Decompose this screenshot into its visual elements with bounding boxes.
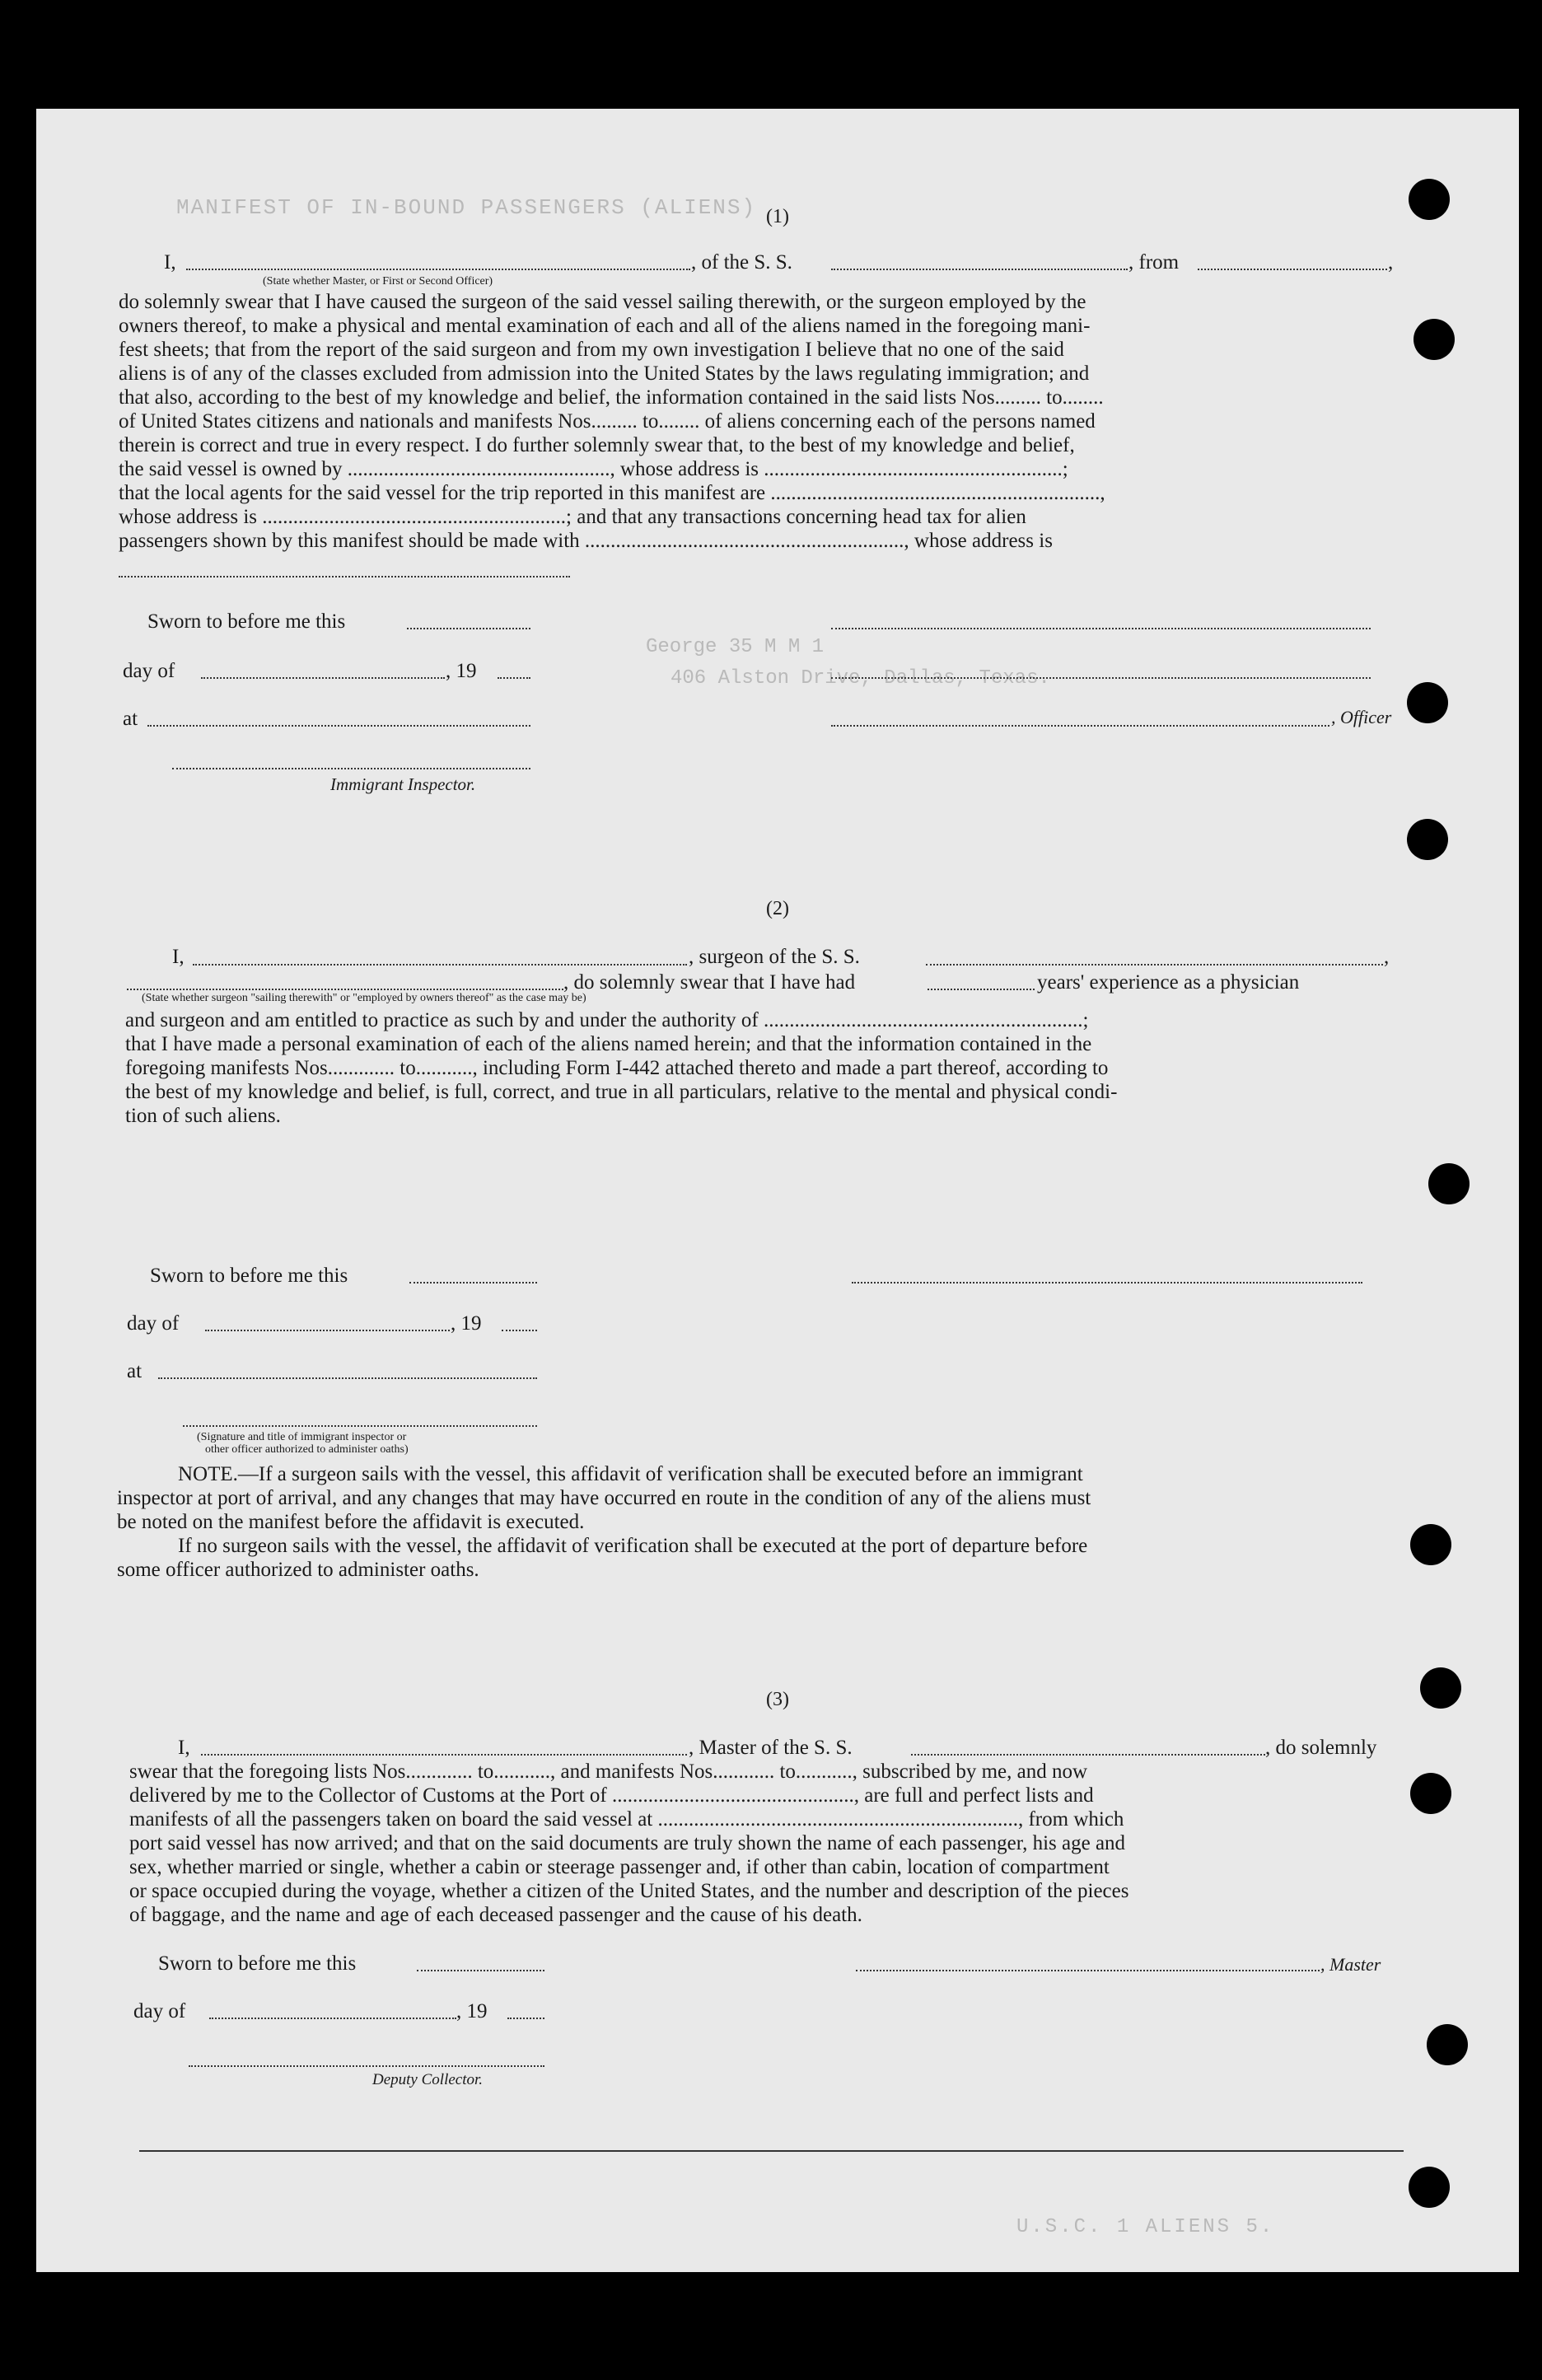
punch-hole [1409,2167,1450,2208]
bleed-through-title: MANIFEST OF IN-BOUND PASSENGERS (ALIENS) [176,195,757,220]
section-3-number: (3) [766,1689,789,1710]
punch-hole [1410,1524,1451,1565]
section-2-number: (2) [766,898,789,919]
section-3-line: port said vessel has now arrived; and that on the said documents are truly shown the name of each passenger, his age and [129,1832,1126,1854]
section-2-sworn: Sworn to before me this [150,1265,348,1287]
section-1-from: , from [1128,251,1180,274]
section-2-sig-note: (Signature and title of immigrant inspector or [197,1431,407,1443]
section-1-body [119,290,1395,553]
section-1-sworn: Sworn to before me this [147,610,346,633]
section-3-body [129,1760,1402,1927]
section-1-from-line [1198,269,1387,270]
section-3-master: , Master [1320,1954,1381,1975]
section-2-years: years' experience as a physician [1037,971,1300,994]
section-3-collector: Deputy Collector. [372,2071,484,2088]
section-2-swear: , do solemnly swear that I have had [563,971,856,994]
section-1-line: fest sheets; that from the report of the said surgeon and from my own investigation I believe that no one of the said [119,339,1064,361]
note-line: inspector at port of arrival, and any changes that may have occurred en route in the condition of any of the aliens must [117,1487,1091,1509]
section-2-sig-note: other officer authorized to administer oaths) [205,1443,409,1456]
section-1-line: that the local agents for the said vessel for the trip reported in this manifest are ................................................................, [119,482,1105,504]
section-2-line: tion of such aliens. [125,1105,281,1127]
section-2-state-note: (State whether surgeon "sailing therewith" or "employed by owners thereof" as the case may be) [142,992,586,1004]
section-2-line: the best of my knowledge and belief, is full, correct, and true in all particulars, relative to the mental and physical condi- [125,1081,1118,1103]
section-1-state-note: (State whether Master, or First or Second Officer) [263,275,493,288]
section-1-number: (1) [766,206,789,227]
punch-hole [1409,179,1450,220]
section-2-at: at [127,1360,143,1382]
punch-hole [1407,682,1448,723]
section-1-line: owners thereof, to make a physical and mental examination of each and all of the aliens named in the foregoing mani- [119,315,1091,337]
section-1-inspector-signature-line [172,768,530,769]
section-3-do-solemnly: , do solemnly [1265,1737,1377,1759]
note-line: If no surgeon sails with the vessel, the affidavit of verification shall be executed at the port of departure before [178,1535,1088,1557]
section-3-master-signature-line [856,1970,1320,1971]
section-2-line: and surgeon and am entitled to practice as such by and under the authority of ..............................................................; [125,1009,1089,1031]
note-line: some officer authorized to administer oaths. [117,1559,479,1581]
section-2-line: foregoing manifests Nos............. to..........., including Form I-442 attached thereto and made a part thereof, according to [125,1057,1109,1079]
note-line: be noted on the manifest before the affidavit is executed. [117,1511,585,1533]
section-3-line: manifests of all the passengers taken on board the said vessel at ......................................................................, from which [129,1808,1124,1831]
section-1-at: at [123,708,138,730]
section-3-line: delivered by me to the Collector of Customs at the Port of ..............................................., are full and perfect lists and [129,1784,1094,1807]
section-1-i: I, [164,251,176,274]
section-2-line: that I have made a personal examination of each of the aliens named herein; and that the information contained in the [125,1033,1092,1055]
section-1-officer-line [831,725,1329,727]
bleed-through-address: 406 Alston Drive, Dallas, Texas. [671,667,1050,690]
section-3-master-of: , Master of the S. S. [689,1737,853,1759]
punch-hole [1414,319,1455,360]
section-1-line: aliens is of any of the classes excluded from admission into the United States by the laws regulating immigration; and [119,362,1090,385]
section-2-inspector-signature-line [183,1425,537,1427]
section-1-day-of: day of [123,660,175,682]
section-1-name-line [186,269,690,270]
section-3-line: of baggage, and the name and age of each deceased passenger and the cause of his death. [129,1904,862,1926]
section-1-nineteen: , 19 [446,660,477,682]
section-1-vessel-line [831,269,1128,270]
section-1-line: therein is correct and true in every respect. I do further solemnly swear that, to the best of my knowledge and belief, [119,434,1075,456]
section-3-i: I, [178,1737,190,1759]
section-1-line: passengers shown by this manifest should be made with .............................................................., whose address is [119,530,1053,552]
section-1-address-line [119,576,570,577]
section-1-line: whose address is ...........................................................; and that any transactions concerning head tax for alien [119,506,1026,528]
section-1-of-ss: , of the S. S. [691,251,792,274]
section-1-line: that also, according to the best of my knowledge and belief, the information contained in the said lists Nos......... to........ [119,386,1104,409]
section-3-collector-signature-line [189,2065,544,2067]
section-1-inspector: Immigrant Inspector. [330,774,476,794]
punch-hole [1410,1773,1451,1814]
punch-hole [1420,1667,1461,1709]
section-3-nineteen: , 19 [456,2000,488,2022]
section-3-day-of: day of [133,2000,186,2022]
section-1-officer: , Officer [1331,707,1392,727]
section-2-day-of: day of [127,1312,180,1335]
punch-hole [1427,2024,1468,2065]
section-3-sworn: Sworn to before me this [158,1952,357,1975]
section-2-surgeon-signature-line [852,1282,1362,1284]
section-2-i: I, [172,946,185,968]
bottom-rule [139,2150,1404,2152]
document-page: MANIFEST OF IN-BOUND PASSENGERS (ALIENS) George 35 M M 1 406 Alston Drive, Dallas, Texas. U.S.C. 1 ALIENS 5. (1) I, , of the S. S. , from , (State whether Master, or First or Second Officer) do solemnly swear that I have caused the surgeon of the said vessel sailing therewith, or the surgeon employed by the owners thereof, to make a physical and mental examination of each and all of the aliens named in the foregoing mani- fest sheets; that from the report of the said surgeon and from my own investigation I believe that no one of the said aliens is of any of the classes excluded from admission into the United States by the laws regulating immigration; and that also, according to the best of my knowledge and belief, the information contained in the said lists Nos......... to........ of United States citizens and nationals and manifests Nos......... to........ of aliens concerning each of the persons named therein is correct and true in every respect. I do further solemnly swear that, to the best of my knowledge and belief, the said vessel is owned by ..................................................., whose address is ..........................................................; that the local agents for the said vessel for the trip reported in this manifest are ................................................................, whose address is ...........................................................; and that any transactions concerning head tax for alien passengers shown by this manifest should be made with .............................................................., whose address is Sworn to before me this day of , 19 at Immigrant Inspector. , Officer (2) I, , surgeon of the S. S. , , do solemnly swear that I have had years' experience as a physician (State whether surgeon "sailing therewith" or "employed by owners thereof" as the case may be) and surgeon and am entitled to practice as such by and under the authority of ..............................................................; that I have made a personal examination of each of the aliens named herein; and that the information contained in the foregoing manifests Nos............. to..........., including Form I-442 attached thereto and made a part thereof, according to the best of my knowledge and belief, is full, correct, and true in all particulars, relative to the mental and physical condi- tion of such aliens. Sworn to before me this day of , 19 at (Signature and title of immigrant inspector or other officer authorized to administer oaths) NOTE.—If a surgeon sails with the vessel, this affidavit of verification shall be executed before an immigrant inspector at port of arrival, and any changes that may have occurred en route in the condition of any of the aliens must be noted on the manifest before the affidavit is executed. If no surgeon sails with the vessel, the affidavit of verification shall be executed at the port of departure before some officer authorized to administer oaths. (3) I, , Master of the S. S. , do solemnly swear that the foregoing lists Nos............. to..........., and manifests Nos............ to..........., subscribed by me, and now delivered by me to the Collector of Customs at the Port of ..............................................., are full and perfect lists and manifests of all the passengers taken on board the said vessel at ......................................................................, from which port said vessel has now arrived; and that on the said documents are truly shown the name of each passenger, his age and sex, whether married or single, whether a cabin or steerage passenger and, if other than cabin, location of compartment or space occupied during the voyage, whether a citizen of the United States, and the number and description of the pieces of baggage, and the name and age of each deceased passenger and the cause of his death. Sworn to before me this , Master day of , 19 Deputy Collector. [36,109,1519,2272]
section-1-line: of United States citizens and nationals and manifests Nos......... to........ of aliens concerning each of the persons named [119,410,1096,433]
bleed-through-row: George 35 M M 1 [646,636,825,658]
note-line: NOTE.—If a surgeon sails with the vessel, this affidavit of verification shall be executed before an immigrant [178,1463,1083,1485]
section-2-surgeon-of: , surgeon of the S. S. [689,946,860,968]
section-1-line: the said vessel is owned by ..................................................., whose address is ..........................................................; [119,458,1068,480]
section-2-body [125,1008,1398,1128]
section-3-line: sex, whether married or single, whether a cabin or steerage passenger and, if other than cabin, location of compartment [129,1856,1110,1878]
bleed-through-form-code: U.S.C. 1 ALIENS 5. [1016,2216,1275,2238]
punch-hole [1407,819,1448,860]
section-3-line: or space occupied during the voyage, whether a citizen of the United States, and the number and description of the pieces [129,1880,1129,1902]
section-1-line: do solemnly swear that I have caused the surgeon of the said vessel sailing therewith, or the surgeon employed by the [119,291,1086,313]
punch-hole [1428,1163,1470,1204]
section-2-nineteen: , 19 [451,1312,482,1335]
section-3-line: swear that the foregoing lists Nos............. to..........., and manifests Nos............ to..........., subscribed by me, and now [129,1760,1088,1783]
section-2-note [117,1462,1402,1582]
